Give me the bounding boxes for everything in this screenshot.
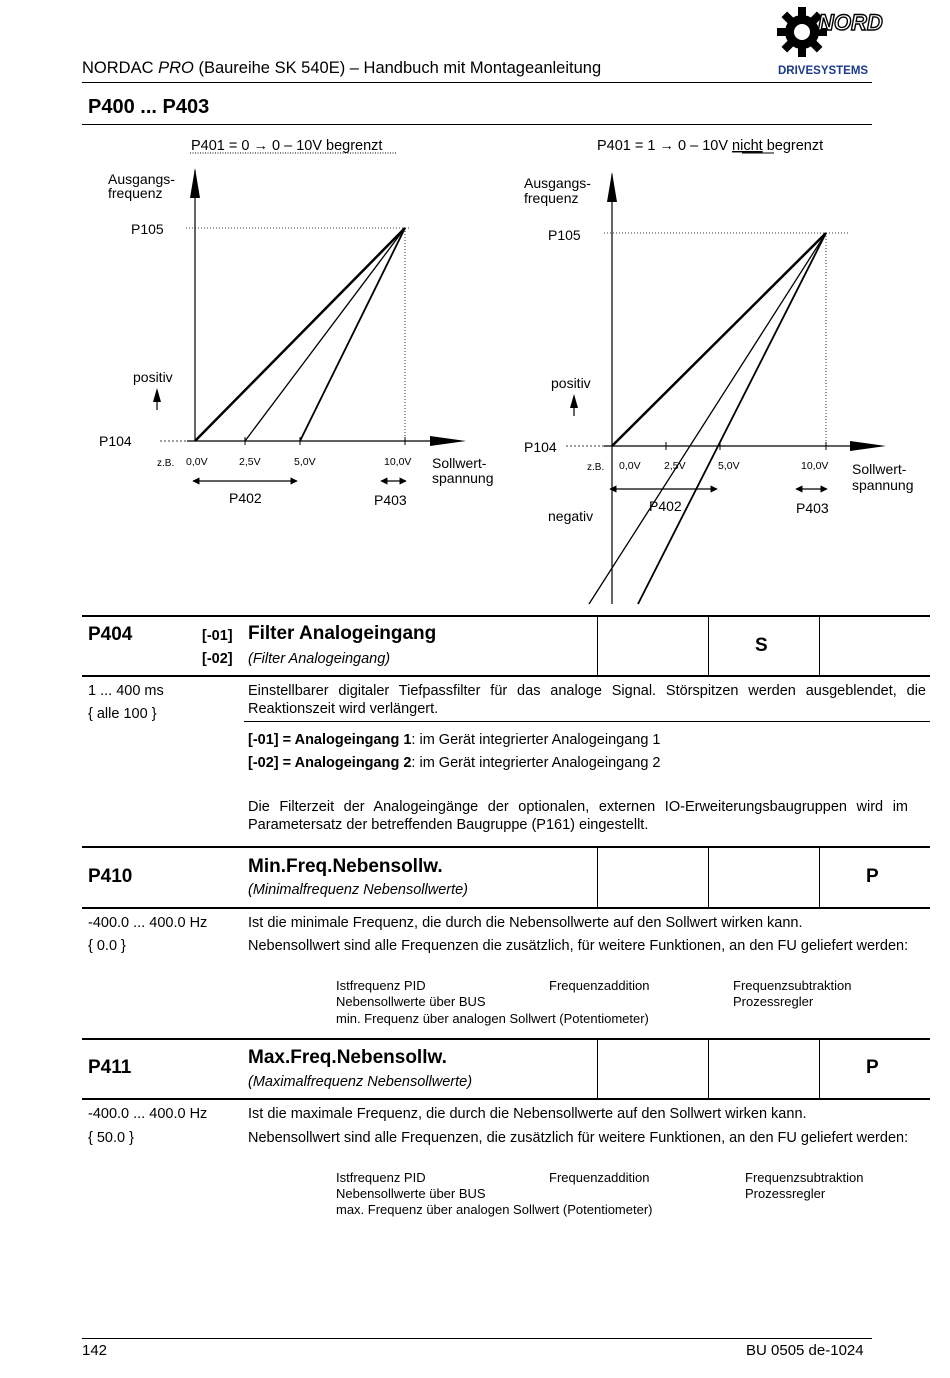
p410-list-c3r2: Prozessregler xyxy=(733,994,814,1009)
title-product: PRO xyxy=(158,59,194,77)
p404-header-bottom-rule xyxy=(82,675,930,677)
p410-list-c1r2: Nebensollwerte über BUS xyxy=(336,994,486,1009)
p411-header-bottom-rule xyxy=(82,1098,930,1100)
page-number: 142 xyxy=(82,1342,108,1359)
p411-list-c3r1: Frequenzsubtraktion xyxy=(745,1170,864,1185)
p410-range: -400.0 ... 400.0 Hz xyxy=(88,915,208,931)
p410-list-c3r1: Frequenzsubtraktion xyxy=(733,978,852,993)
p104-left: P104 xyxy=(99,433,132,449)
p410-header-bottom-rule xyxy=(82,907,930,909)
section-title: P400 ... P403 xyxy=(88,96,210,118)
p411-col-3 xyxy=(819,1039,820,1099)
p411-col-1 xyxy=(597,1039,598,1099)
p410-description-2: Nebensollwert sind alle Frequenzen die zusätzlich, für weitere Funktionen, an den FU geliefert werden: xyxy=(248,938,909,954)
tick-left-3: 10,0V xyxy=(384,456,412,468)
tick-right-1: 2,5V xyxy=(664,460,686,472)
p402-right: P402 xyxy=(649,498,682,514)
p410-list-c2r1: Frequenzaddition xyxy=(549,978,650,993)
p404-item-1: [-01] = Analogeingang 1: im Gerät integrierter Analogeingang 1 xyxy=(248,732,661,748)
title-suffix: (Baureihe SK 540E) – Handbuch mit Montageanleitung xyxy=(193,59,602,77)
p404-tag: S xyxy=(755,635,768,656)
tick-left-0: 0,0V xyxy=(186,456,208,468)
p411-range: -400.0 ... 400.0 Hz xyxy=(88,1106,208,1122)
p410-col-3 xyxy=(819,847,820,908)
p411-col-2 xyxy=(708,1039,709,1099)
p404-col-1 xyxy=(597,616,598,676)
tick-right-0: 0,0V xyxy=(619,460,641,472)
p404-index-2: [-02] xyxy=(202,651,233,667)
p404-range: 1 ... 400 ms xyxy=(88,683,164,699)
p410-list-r3: min. Frequenz über analogen Sollwert (Potentiometer) xyxy=(336,1011,649,1026)
document-code: BU 0505 de-1024 xyxy=(746,1342,864,1359)
setpoint-diagrams xyxy=(0,125,950,615)
p410-default: { 0.0 } xyxy=(88,938,126,954)
p404-item-2: [-02] = Analogeingang 2: im Gerät integrierter Analogeingang 2 xyxy=(248,755,661,771)
tick-right-3: 10,0V xyxy=(801,460,829,472)
p404-col-2 xyxy=(708,616,709,676)
footer-rule xyxy=(82,1338,872,1339)
logo-subtext: DRIVESYSTEMS xyxy=(778,65,869,77)
p410-name: Min.Freq.Nebensollw. xyxy=(248,856,443,877)
p411-number: P411 xyxy=(88,1057,132,1078)
header-rule xyxy=(82,82,872,83)
p404-desc-rule xyxy=(244,721,930,722)
p410-description-1: Ist die minimale Frequenz, die durch die Nebensollwerte auf den Sollwert wirken kann. xyxy=(248,915,803,931)
p411-name: Max.Freq.Nebensollw. xyxy=(248,1047,447,1068)
p403-left: P403 xyxy=(374,492,407,508)
p410-col-2 xyxy=(708,847,709,908)
p404-default: { alle 100 } xyxy=(88,706,157,722)
p105-left: P105 xyxy=(131,221,164,237)
p104-right: P104 xyxy=(524,439,557,455)
p411-default: { 50.0 } xyxy=(88,1130,134,1146)
caption-right: P401 = 1 → 0 – 10V nicht begrenzt xyxy=(597,138,824,154)
zb-right: z.B. xyxy=(587,462,605,473)
p404-top-rule xyxy=(82,615,930,617)
p411-list-c1r2: Nebensollwerte über BUS xyxy=(336,1186,486,1201)
p411-list-c3r2: Prozessregler xyxy=(745,1186,826,1201)
diagram-left xyxy=(99,138,494,508)
p404-index-1: [-01] xyxy=(202,628,233,644)
ylabel-left-2: frequenz xyxy=(108,185,163,201)
p410-tag: P xyxy=(866,866,879,887)
positiv-right: positiv xyxy=(551,375,591,391)
p411-subname: (Maximalfrequenz Nebensollwerte) xyxy=(248,1074,473,1090)
logo-text: NORD xyxy=(818,10,883,35)
p404-subname: (Filter Analogeingang) xyxy=(248,651,391,667)
xlabel-left-2: spannung xyxy=(432,470,494,486)
diagram-right xyxy=(524,138,914,604)
negativ-right: negativ xyxy=(548,508,594,524)
p402-left: P402 xyxy=(229,490,262,506)
p410-top-rule xyxy=(82,846,930,848)
ylabel-left-1: Ausgangs- xyxy=(108,171,175,187)
ylabel-right-1: Ausgangs- xyxy=(524,175,591,191)
p411-description-1: Ist die maximale Frequenz, die durch die Nebensollwerte auf den Sollwert wirken kann. xyxy=(248,1106,807,1122)
tick-right-2: 5,0V xyxy=(718,460,740,472)
document-title xyxy=(82,59,601,78)
p404-col-3 xyxy=(819,616,820,676)
positiv-left: positiv xyxy=(133,369,173,385)
p404-name: Filter Analogeingang xyxy=(248,623,437,644)
tick-left-2: 5,0V xyxy=(294,456,316,468)
p404-number: P404 xyxy=(88,624,133,645)
p411-list-c2r1: Frequenzaddition xyxy=(549,1170,650,1185)
p105-right: P105 xyxy=(548,227,581,243)
p411-list-r3: max. Frequenz über analogen Sollwert (Potentiometer) xyxy=(336,1202,653,1217)
title-prefix: NORDAC xyxy=(82,59,159,77)
xlabel-right-1: Sollwert- xyxy=(852,461,907,477)
p403-right: P403 xyxy=(796,500,829,516)
p411-top-rule xyxy=(82,1038,930,1040)
p404-note: Die Filterzeit der Analogeingänge der optionalen, externen IO-Erweiterungsbaugruppen wird im Parametersatz der betreffenden Baugruppe (P161) eingestellt. xyxy=(248,799,908,833)
zb-left: z.B. xyxy=(157,458,175,469)
p410-col-1 xyxy=(597,847,598,908)
xlabel-right-2: spannung xyxy=(852,477,914,493)
tick-left-1: 2,5V xyxy=(239,456,261,468)
nord-logo xyxy=(772,2,883,78)
p410-list-c1r1: Istfrequenz PID xyxy=(336,978,426,993)
p411-tag: P xyxy=(866,1057,879,1078)
p410-subname: (Minimalfrequenz Nebensollwerte) xyxy=(248,882,469,898)
xlabel-left-1: Sollwert- xyxy=(432,455,487,471)
p411-list-c1r1: Istfrequenz PID xyxy=(336,1170,426,1185)
p411-description-2: Nebensollwert sind alle Frequenzen, die zusätzlich für weitere Funktionen, an den FU geliefert werden: xyxy=(248,1130,909,1146)
p410-number: P410 xyxy=(88,866,133,887)
p404-description: Einstellbarer digitaler Tiefpassfilter für das analoge Signal. Störspitzen werden ausgeblendet, die Reaktionszeit wird verlängert. xyxy=(248,683,926,717)
caption-left: P401 = 0 → 0 – 10V begrenzt xyxy=(191,138,383,154)
ylabel-right-2: frequenz xyxy=(524,190,579,206)
